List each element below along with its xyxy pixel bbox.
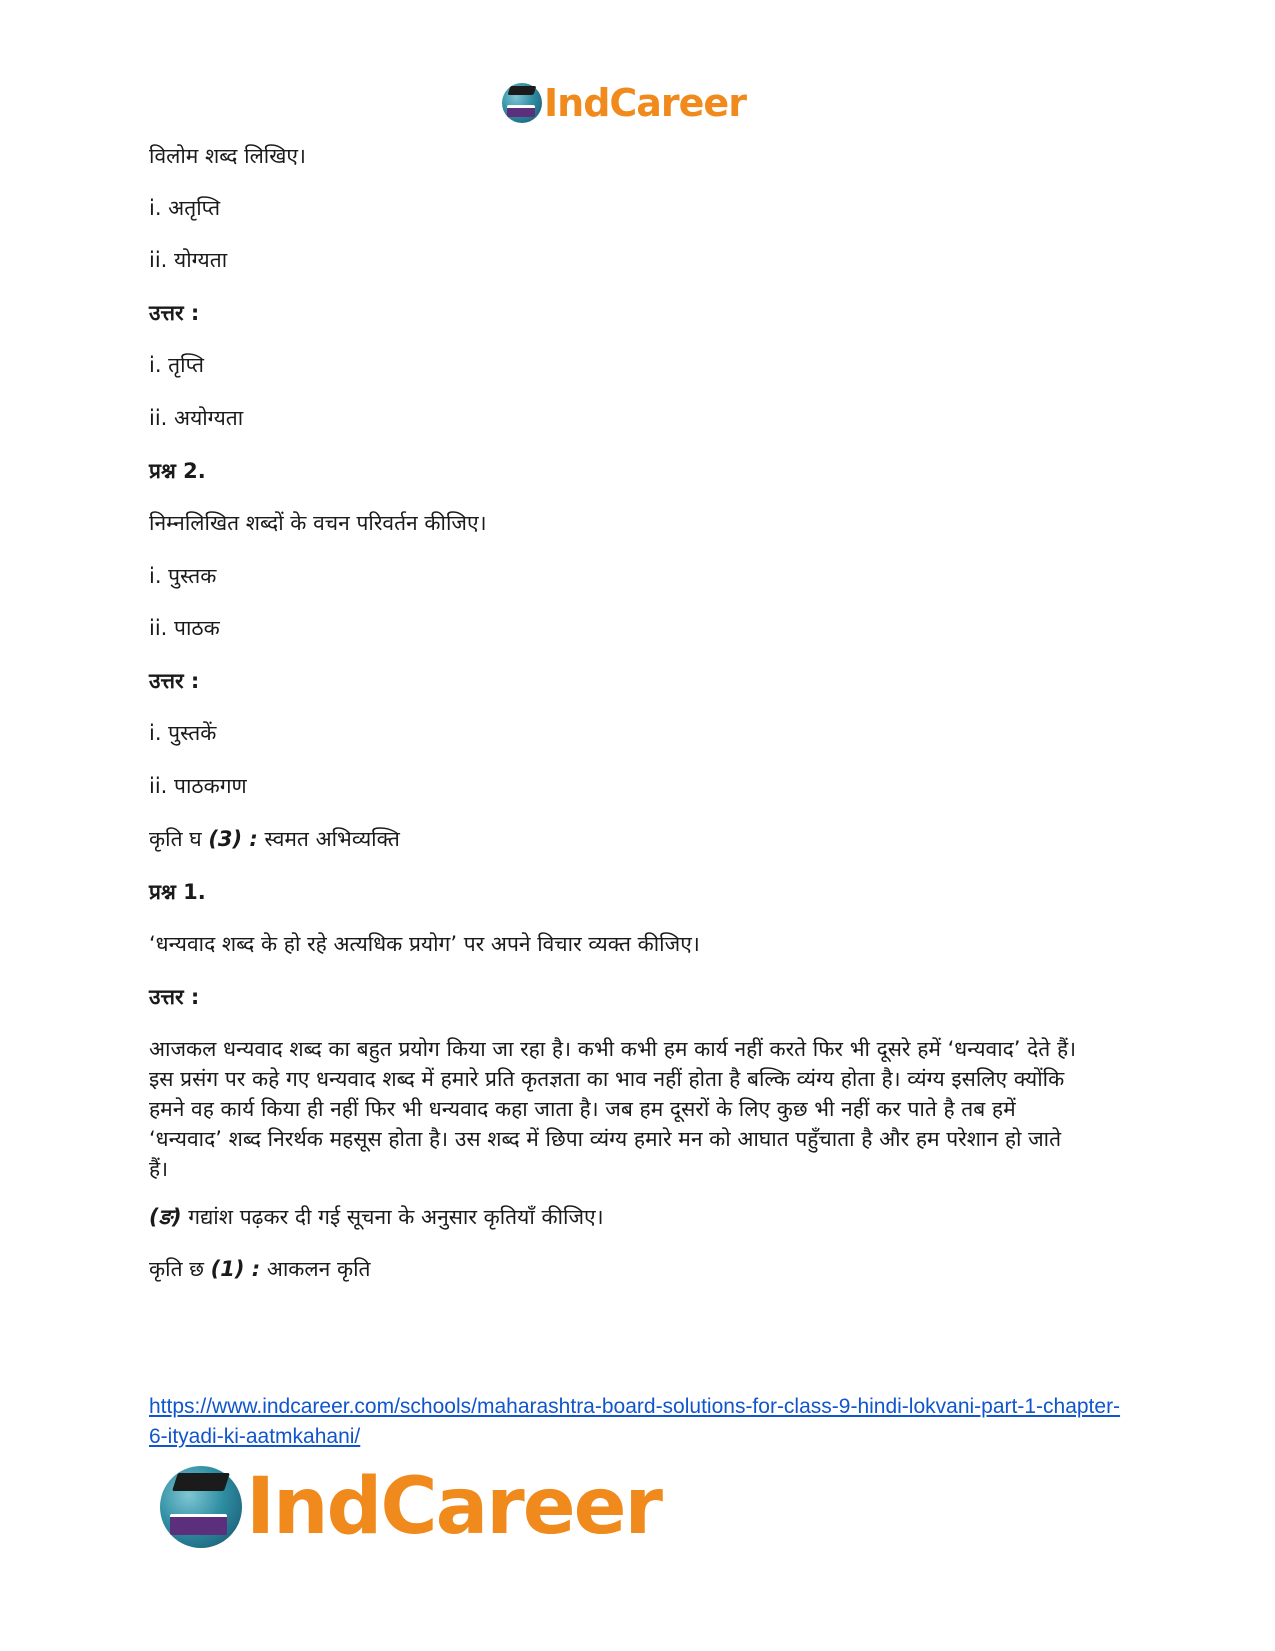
logo-wordmark: IndCareer (544, 81, 746, 125)
list-item: i. तृप्ति (149, 353, 205, 377)
instruction-antonyms: विलोम शब्द लिखिए। (149, 144, 306, 168)
logo-wordmark: IndCareer (246, 1462, 661, 1552)
kriti-ch-heading (149, 1255, 371, 1283)
header-logo (502, 80, 746, 126)
answer-label: उत्तर : (149, 301, 200, 325)
answer-label: उत्तर : (149, 985, 200, 1009)
question-text: ‘धन्यवाद शब्द के हो रहे अत्यधिक प्रयोग’ पर अपने विचार व्यक्त कीजिए। (149, 932, 700, 956)
kriti-number: (1) : (210, 1257, 261, 1281)
footer-logo (160, 1462, 661, 1552)
list-item: i. पुस्तक (149, 564, 217, 588)
kriti-number: (3) : (208, 827, 258, 851)
kriti-prefix: कृति घ (149, 827, 209, 851)
kriti-title: आकलन कृति (260, 1257, 371, 1281)
question-number: प्रश्न 2. (149, 459, 206, 483)
source-url-link[interactable]: https://www.indcareer.com/schools/maharashtra-board-solutions-for-class-9-hindi-lokvani-part-1-chapter-6-ityadi-ki-aatmkahani/ (149, 1395, 1121, 1448)
question-number: प्रश्न 1. (149, 880, 206, 904)
list-item: ii. पाठकगण (149, 774, 247, 798)
section-e-heading (149, 1203, 604, 1231)
kriti-title: स्वमत अभिव्यक्ति (257, 827, 400, 851)
kriti-gh-heading (149, 825, 400, 853)
answer-label: उत्तर : (149, 669, 200, 693)
instruction-number-change: निम्नलिखित शब्दों के वचन परिवर्तन कीजिए। (149, 511, 487, 535)
globe-book-icon (502, 83, 542, 123)
answer-paragraph: आजकल धन्यवाद शब्द का बहुत प्रयोग किया जा रहा है। कभी कभी हम कार्य नहीं करते फिर भी दूसरे हमें ‘धन्यवाद’ देते हैं। इस प्रसंग पर कहे गए धन्यवाद शब्द में हमारे प्रति कृतज्ञता का भाव नहीं होता है बल्कि व्यंग्य होता है। व्यंग्य इसलिए क्योंकि हमने वह कार्य किया ही नहीं फिर भी धन्यवाद कहा जाता है। जब हम दूसरों के लिए कुछ भी नहीं कर पाते है तब हमें ‘धन्यवाद’ शब्द निरर्थक महसूस होता है। उस शब्द में छिपा व्यंग्य हमारे मन को आघात पहुँचाता है और हम परेशान हो जाते हैं। (149, 1037, 1077, 1181)
list-item: ii. अयोग्यता (149, 406, 244, 430)
section-text: गद्यांश पढ़कर दी गई सूचना के अनुसार कृतियाँ कीजिए। (181, 1205, 604, 1229)
list-item: ii. पाठक (149, 616, 220, 640)
list-item: ii. योग्यता (149, 248, 228, 272)
list-item: i. अतृप्ति (149, 196, 221, 220)
list-item: i. पुस्तकें (149, 721, 217, 745)
section-marker: (ङ) (149, 1205, 182, 1229)
kriti-prefix: कृति छ (149, 1257, 211, 1281)
globe-book-icon (160, 1466, 242, 1548)
